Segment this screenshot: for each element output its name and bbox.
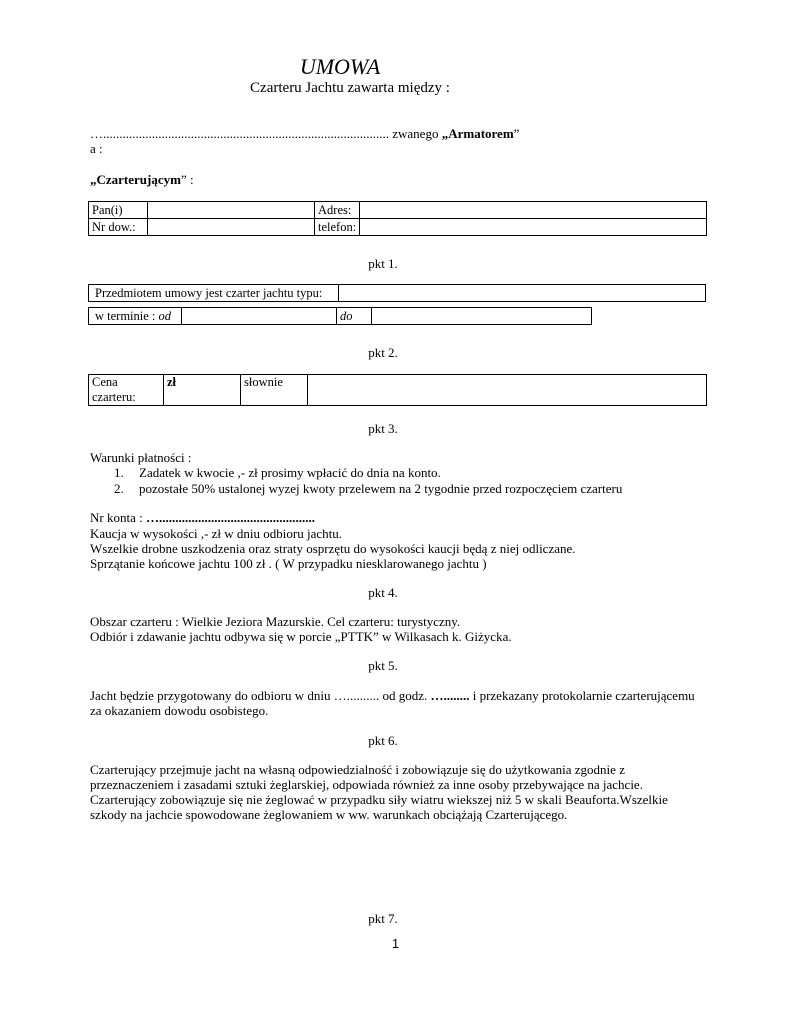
party-table [88, 201, 707, 236]
payment-header: Warunki płatności : [90, 450, 192, 465]
subject-table-row2 [88, 307, 592, 325]
armator-quote: ” [513, 126, 520, 141]
responsibility-line-2: przeznaczeniem i zasadami sztuki żeglarskiej, odpowiada również za inne osoby przebywające na jachcie. [90, 777, 643, 792]
handover-line-2: za okazaniem dowodu osobistego. [90, 703, 269, 718]
party-phone-field[interactable] [360, 219, 707, 236]
payment-item-1-text: Zadatek w kwocie ,- zł prosimy wpłacić do dnia na konto. [139, 465, 441, 480]
damages-line: Wszelkie drobne uszkodzenia oraz straty osprzętu do wysokości kaucji będą z niej odliczane. [90, 541, 576, 556]
cleaning-line: Sprzątanie końcowe jachtu 100 zł . ( W przypadku niesklarowanego jachtu ) [90, 556, 487, 571]
price-label-line1: Cena [92, 375, 118, 389]
yacht-type-field[interactable] [339, 285, 706, 302]
payment-item-2-num: 2. [114, 481, 124, 496]
price-label-line2: czarteru: [92, 390, 136, 404]
armator-line [90, 126, 519, 142]
currency-label: zł [167, 375, 177, 389]
section-pkt5: pkt 5. [368, 658, 398, 673]
handover-part2: i przekazany protokolarnie czarterującemu [469, 688, 695, 703]
czarterujacy-label [90, 172, 194, 188]
term-label [89, 308, 182, 325]
account-line [90, 510, 315, 526]
account-dots: …................................................ [145, 510, 315, 525]
armator-zwanego: zwanego [389, 126, 442, 141]
area-line-2: Odbiór i zdawanie jachtu odbywa się w porcie „PTTK” w Wilkasach k. Giżycka. [90, 629, 512, 644]
armator-name: „Armatorem [441, 126, 514, 141]
a-line: a : [90, 141, 103, 156]
party-id-field[interactable] [148, 219, 315, 236]
party-label-address: Adres: [315, 202, 360, 219]
responsibility-line-4: szkody na jachcie spowodowane żeglowaniem w ww. warunkach obciążają Czarterującego. [90, 807, 568, 822]
payment-item-2-text: pozostałe 50% ustalonej wyzej kwoty przelewem na 2 tygodnie przed rozpoczęciem czarteru [139, 481, 623, 496]
document-title: UMOWA [299, 54, 381, 79]
section-pkt3: pkt 3. [368, 421, 398, 436]
account-label: Nr konta : [90, 510, 146, 525]
czarterujacy-suffix: ” : [180, 172, 194, 187]
responsibility-line-3: Czarterujący zobowiązuje się nie żeglować w przypadku siły wiatru wiekszej niż 5 w skali Beauforta.Wszelkie [90, 792, 668, 807]
section-pkt6: pkt 6. [368, 733, 398, 748]
subject-table-row1 [88, 284, 706, 302]
section-pkt1: pkt 1. [368, 256, 398, 271]
price-table [88, 374, 707, 406]
payment-item-1-num: 1. [114, 465, 124, 480]
page-number: 1 [391, 936, 400, 951]
handover-dots: …........ [430, 688, 470, 703]
section-pkt4: pkt 4. [368, 585, 398, 600]
handover-line-1 [90, 688, 695, 704]
section-pkt7: pkt 7. [368, 911, 398, 926]
price-label [89, 375, 164, 406]
party-name-field[interactable] [148, 202, 315, 219]
term-text: w terminie : [95, 309, 159, 323]
price-words-label: słownie [241, 375, 308, 406]
handover-part1: Jacht będzie przygotowany do odbioru w dniu ….......... od godz. [90, 688, 431, 703]
czarterujacy-name: „Czarterującym [90, 172, 181, 187]
document-subtitle: Czarteru Jachtu zawarta między : [250, 80, 450, 96]
armator-dots: …........................................................................................ [90, 126, 389, 141]
date-to-field[interactable] [372, 308, 592, 325]
deposit-line: Kaucja w wysokości ,- zł w dniu odbioru jachtu. [90, 526, 343, 541]
area-line-1: Obszar czarteru : Wielkie Jeziora Mazurskie. Cel czarteru: turystyczny. [90, 614, 461, 629]
price-words-field[interactable] [308, 375, 707, 406]
responsibility-line-1: Czarterujący przejmuje jacht na własną odpowiedzialność i zobowiązuje się do użytkowania zgodnie z [90, 762, 625, 777]
section-pkt2: pkt 2. [368, 345, 398, 360]
party-address-field[interactable] [360, 202, 707, 219]
party-label-name: Pan(i) [89, 202, 148, 219]
party-label-phone: telefon: [315, 219, 360, 236]
price-amount-field[interactable] [164, 375, 241, 406]
subject-label: Przedmiotem umowy jest czarter jachtu typu: [89, 285, 339, 302]
from-label: od [158, 309, 172, 323]
party-label-id: Nr dow.: [89, 219, 148, 236]
date-from-field[interactable] [182, 308, 337, 325]
to-label: do [337, 308, 372, 325]
